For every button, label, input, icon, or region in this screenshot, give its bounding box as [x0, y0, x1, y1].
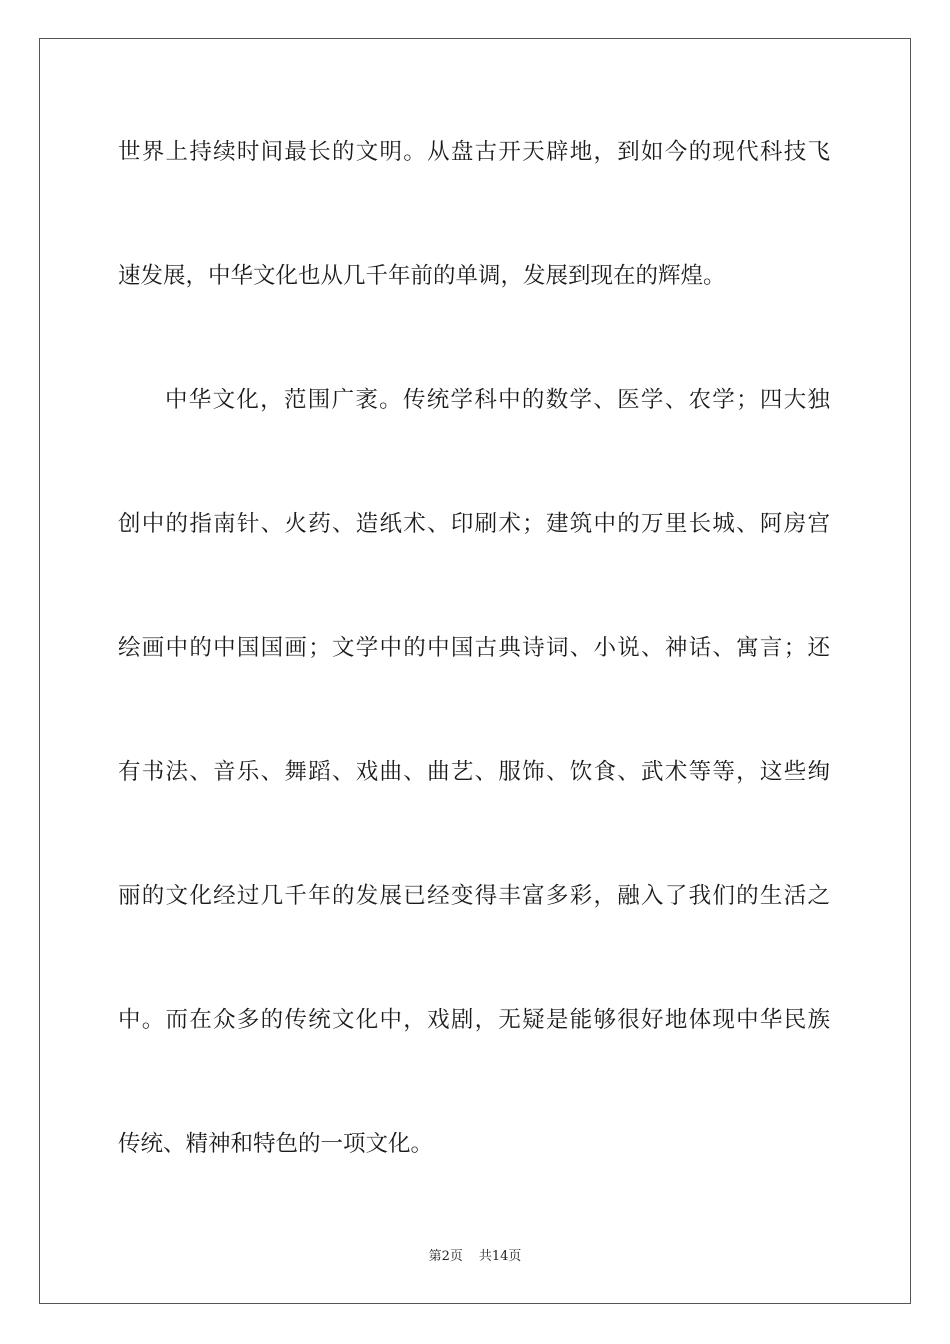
- body-line-3: 中华文化，范围广袤。传统学科中的数学、医学、农学；四大独: [165, 387, 830, 413]
- body-line-8: 中。而在众多的传统文化中，戏剧，无疑是能够很好地体现中华民族: [118, 1007, 830, 1033]
- body-line-1: 世界上持续时间最长的文明。从盘古开天辟地，到如今的现代科技飞: [118, 139, 830, 165]
- page-total: 共14页: [478, 1249, 522, 1264]
- body-line-4: 创中的指南针、火药、造纸术、印刷术；建筑中的万里长城、阿房宫: [118, 511, 830, 537]
- body-line-7: 丽的文化经过几千年的发展已经变得丰富多彩，融入了我们的生活之: [118, 883, 830, 909]
- body-line-9: 传统、精神和特色的一项文化。: [118, 1131, 434, 1157]
- body-line-5: 绘画中的中国国画；文学中的中国古典诗词、小说、神话、寓言；还: [118, 635, 830, 661]
- body-line-6: 有书法、音乐、舞蹈、戏曲、曲艺、服饰、饮食、武术等等，这些绚: [118, 759, 830, 785]
- body-line-2: 速发展，中华文化也从几千年前的单调，发展到现在的辉煌。: [118, 263, 726, 289]
- page-border: [39, 38, 911, 1304]
- page-number: 第2页: [428, 1249, 463, 1264]
- page-footer: [0, 1248, 950, 1266]
